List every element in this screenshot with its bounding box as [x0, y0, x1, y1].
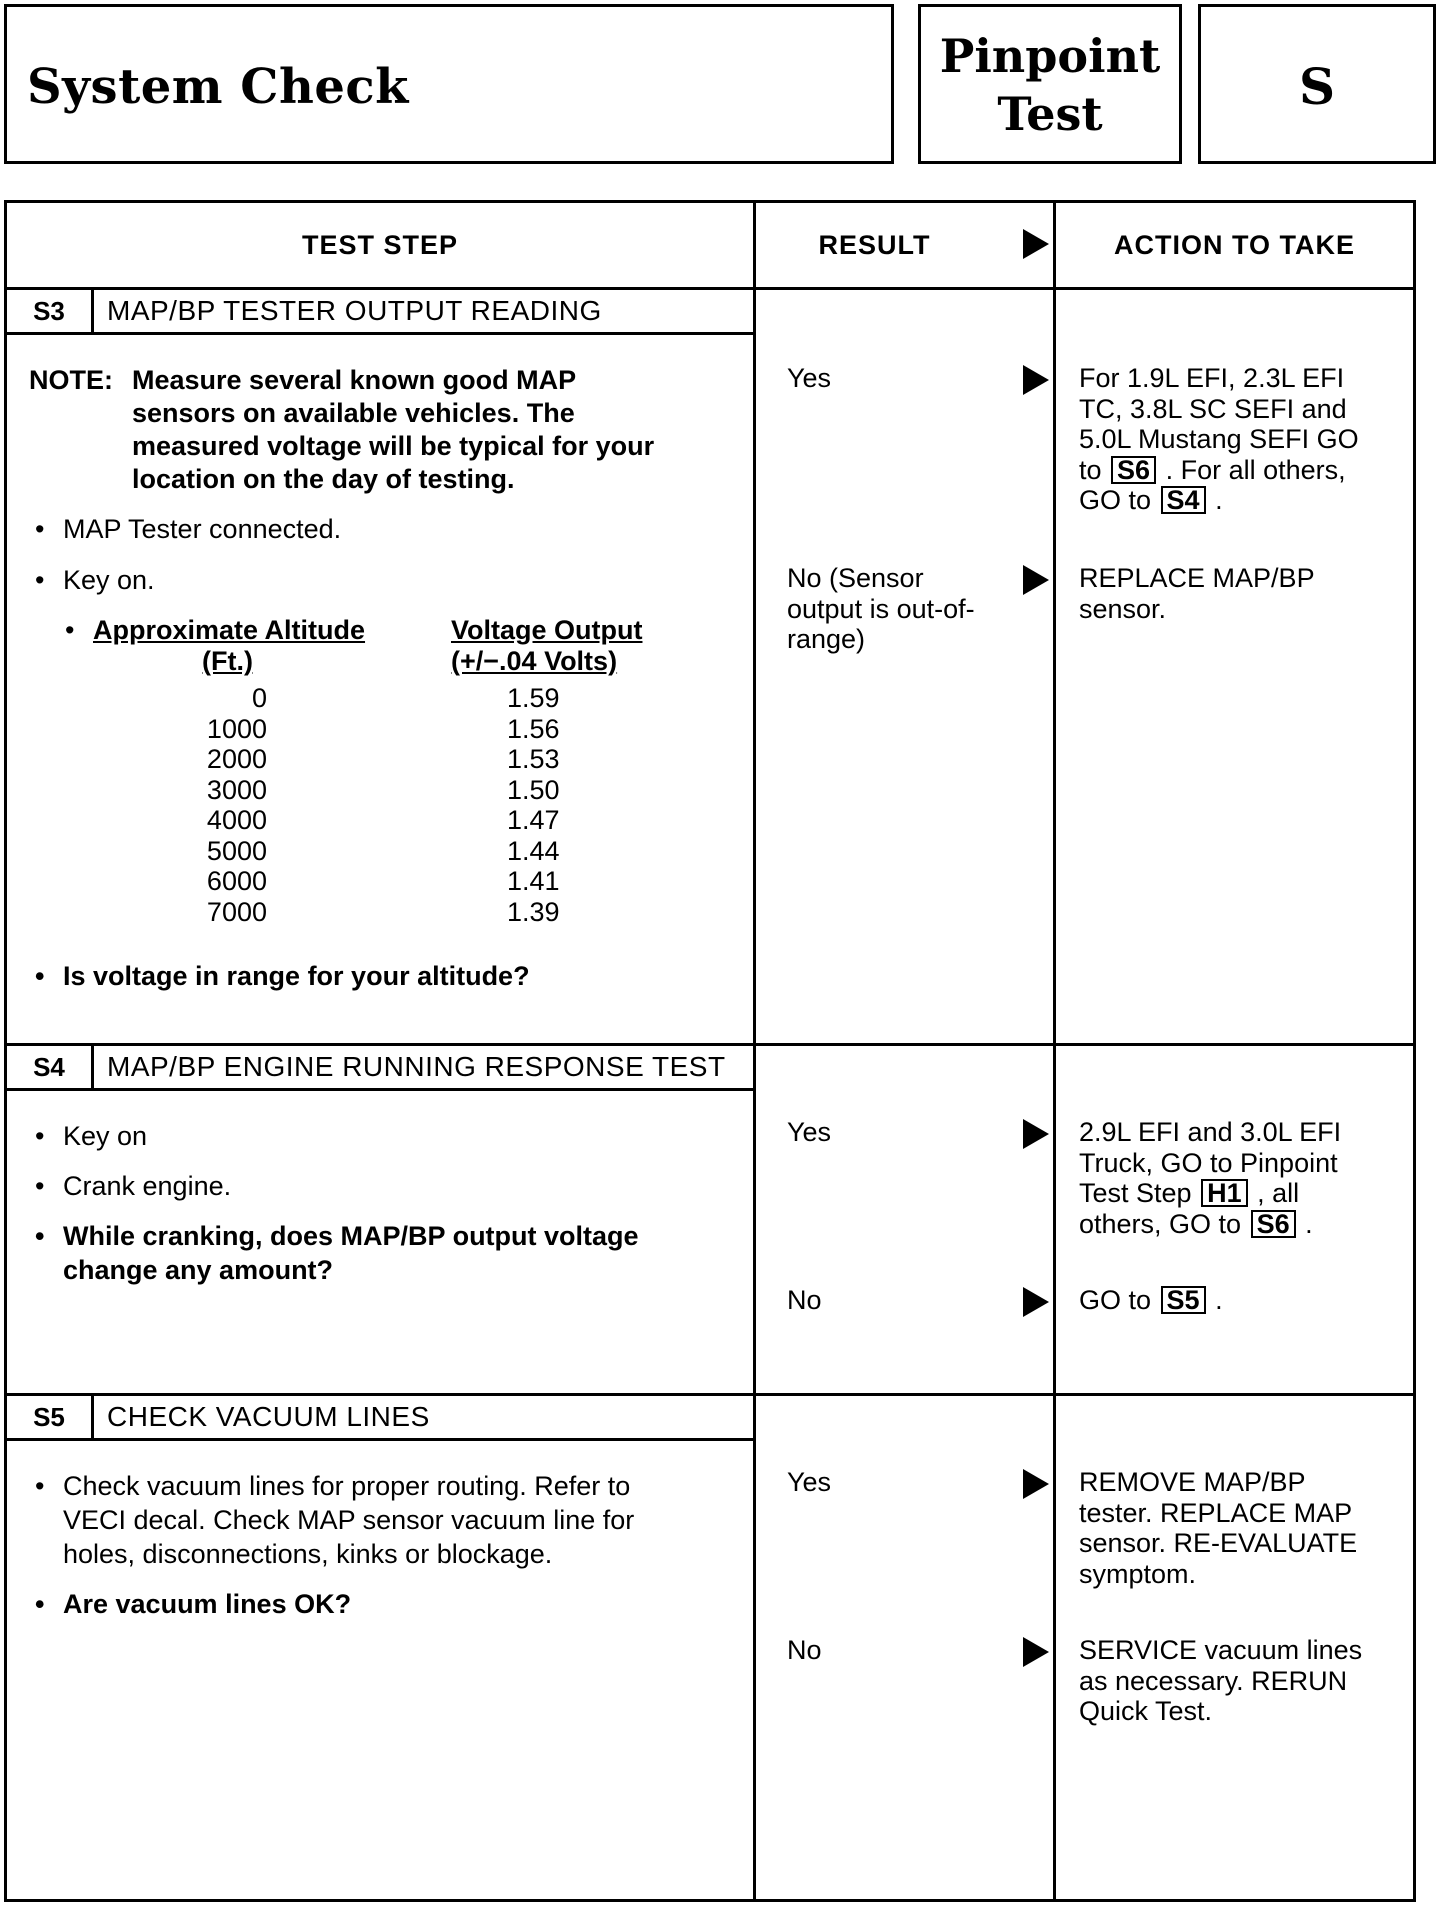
s3-note-line3: measured voltage will be typical for your	[132, 431, 655, 461]
s3-no-action	[1079, 563, 1315, 624]
step-s4-title: MAP/BP ENGINE RUNNING RESPONSE TEST	[107, 1051, 726, 1082]
column-divider-2	[1053, 203, 1056, 1899]
s3-note-line2: sensors on available vehicles. The	[132, 398, 575, 428]
s5-no-action-line: SERVICE vacuum lines	[1079, 1635, 1363, 1665]
s3-yes-action-line	[1079, 485, 1359, 516]
pinpoint-line1: Pinpoint	[939, 29, 1161, 83]
s3-yes-action-line: For 1.9L EFI, 2.3L EFI	[1079, 363, 1345, 393]
s5-bullet-cont2: holes, disconnections, kinks or blockage.	[63, 1539, 553, 1569]
s5-no-action	[1079, 1635, 1362, 1727]
s3-result-no-line: No (Sensor	[787, 563, 924, 593]
s3-result-no	[787, 563, 975, 655]
pinpoint-label	[921, 27, 1179, 143]
col-header-test-step: TEST STEP	[301, 229, 459, 260]
arrow-icon	[1023, 1637, 1049, 1667]
page-title: System Check	[27, 59, 409, 115]
pinpoint-table	[4, 200, 1416, 1902]
altitude-header-line2-wrap	[202, 646, 253, 677]
voltage-value: 1.56	[507, 713, 560, 744]
step-ref-s6[interactable]: S6	[1111, 456, 1156, 484]
pinpoint-line2: Test	[997, 87, 1103, 141]
s5-no-action-line: as necessary. RERUN	[1079, 1665, 1348, 1696]
s3-bullet-tester-connected: • MAP Tester connected.	[63, 514, 341, 545]
s5-question: • Are vacuum lines OK?	[63, 1589, 351, 1620]
voltage-header-line1: Voltage Output	[451, 615, 643, 645]
s3-altitude-table-header	[93, 615, 365, 646]
s5-yes-action-line: tester. REPLACE MAP	[1079, 1497, 1353, 1528]
s4-no-action	[1079, 1285, 1223, 1316]
s5-yes-action	[1079, 1467, 1357, 1589]
s4-yes-action-line	[1079, 1178, 1341, 1209]
s4-question: • While cranking, does MAP/BP output voltage	[63, 1221, 639, 1252]
s3-yes-action	[1079, 363, 1359, 516]
voltage-header-line2: (+/−.04 Volts)	[451, 646, 618, 676]
arrow-icon	[1023, 365, 1049, 395]
text: , all	[1257, 1178, 1300, 1208]
arrow-icon	[1023, 565, 1049, 595]
pinpoint-test-box	[918, 4, 1182, 164]
altitude-value: 2000	[206, 744, 267, 774]
step-ref-s4[interactable]: S4	[1161, 486, 1206, 514]
step-ref-s6[interactable]: S6	[1251, 1210, 1296, 1238]
altitude-header-line1: Approximate Altitude	[93, 615, 366, 645]
text: .	[1215, 1285, 1223, 1315]
col-header-action: ACTION TO TAKE	[1114, 229, 1355, 260]
voltage-value: 1.44	[507, 835, 560, 866]
arrow-icon	[1023, 1469, 1049, 1499]
s3-note-line1: Measure several known good MAP	[132, 365, 577, 395]
s5-bullet-cont1: VECI decal. Check MAP sensor vacuum line for	[63, 1505, 635, 1535]
step-ref-s5[interactable]: S5	[1161, 1286, 1206, 1314]
column-divider-1	[753, 203, 756, 1899]
altitude-values	[147, 683, 267, 927]
s4-question-cont: change any amount?	[63, 1255, 334, 1285]
s4-bullet-key-on: • Key on	[63, 1121, 147, 1152]
s3-yes-action-line	[1079, 455, 1359, 486]
voltage-value: 1.59	[507, 683, 560, 713]
step-s3-bar	[7, 290, 753, 335]
s5-yes-action-line: sensor. RE-EVALUATE	[1079, 1528, 1358, 1558]
text: . For all others,	[1165, 454, 1346, 485]
s5-result-yes: Yes	[787, 1467, 832, 1497]
step-s5-id: S5	[7, 1396, 94, 1438]
text: .	[1305, 1208, 1313, 1239]
altitude-value: 1000	[206, 713, 267, 744]
s4-yes-action-line	[1079, 1209, 1341, 1240]
test-letter-box	[1198, 4, 1436, 164]
step-ref-h1[interactable]: H1	[1201, 1179, 1248, 1207]
altitude-header-line2: (Ft.)	[202, 646, 253, 676]
arrow-icon	[1023, 229, 1049, 259]
s3-note-label: NOTE:	[29, 365, 113, 395]
s3-result-no-line: output is out-of-	[787, 593, 975, 624]
arrow-icon	[1023, 1119, 1049, 1149]
voltage-values	[507, 683, 587, 927]
s3-note-line4: location on the day of testing.	[132, 464, 515, 494]
s3-result-no-line: range)	[787, 624, 866, 654]
text: .	[1215, 485, 1223, 515]
voltage-header-line1-wrap	[451, 615, 642, 646]
step-s5-bar	[7, 1396, 753, 1441]
text: GO to	[1079, 1285, 1152, 1315]
step-s5-title: CHECK VACUUM LINES	[107, 1401, 430, 1432]
voltage-value: 1.47	[507, 805, 560, 835]
s3-result-yes: Yes	[787, 363, 832, 393]
text: Test Step	[1079, 1178, 1192, 1208]
s3-no-action-line: sensor.	[1079, 593, 1167, 624]
step-s4-bar	[7, 1046, 753, 1091]
test-letter: S	[1298, 57, 1336, 116]
page-title-box	[4, 4, 894, 164]
voltage-value: 1.53	[507, 744, 560, 774]
voltage-value: 1.50	[507, 774, 560, 805]
altitude-value: 7000	[206, 896, 267, 927]
altitude-value: 6000	[206, 866, 267, 896]
s5-result-no: No	[787, 1635, 822, 1665]
text: GO to	[1079, 485, 1152, 515]
voltage-value: 1.39	[507, 896, 560, 927]
s4-yes-action-line: Truck, GO to Pinpoint	[1079, 1147, 1338, 1178]
step-s4-id: S4	[7, 1046, 94, 1088]
step-s3-title: MAP/BP TESTER OUTPUT READING	[107, 295, 602, 326]
altitude-value: 4000	[206, 805, 267, 835]
col-header-result	[756, 203, 1053, 287]
step-s3-id: S3	[7, 290, 94, 332]
s4-yes-action-line: 2.9L EFI and 3.0L EFI	[1079, 1117, 1342, 1147]
altitude-value: 0	[251, 683, 267, 713]
s3-question: • Is voltage in range for your altitude?	[63, 961, 530, 992]
s3-bullet-key-on: • Key on.	[63, 565, 155, 596]
voltage-header-line2-wrap	[451, 646, 617, 677]
s5-no-action-line: Quick Test.	[1079, 1696, 1213, 1726]
s4-bullet-crank: • Crank engine.	[63, 1171, 231, 1202]
text: to	[1079, 454, 1102, 485]
s5-yes-action-line: symptom.	[1079, 1558, 1197, 1589]
arrow-icon	[1023, 1287, 1049, 1317]
s4-result-no: No	[787, 1285, 822, 1315]
altitude-value: 3000	[206, 774, 267, 805]
s5-yes-action-line: REMOVE MAP/BP	[1079, 1467, 1306, 1497]
s4-yes-action	[1079, 1117, 1341, 1239]
s3-yes-action-line: TC, 3.8L SC SEFI and	[1079, 393, 1347, 424]
col-header-result-label: RESULT	[818, 229, 931, 260]
s4-result-yes: Yes	[787, 1117, 832, 1147]
s3-no-action-line: REPLACE MAP/BP	[1079, 563, 1315, 593]
altitude-value: 5000	[206, 835, 267, 866]
voltage-value: 1.41	[507, 866, 560, 896]
s5-bullet-check-lines: • Check vacuum lines for proper routing. Refer to	[63, 1471, 630, 1502]
s3-yes-action-line: 5.0L Mustang SEFI GO	[1079, 424, 1359, 454]
text: others, GO to	[1079, 1208, 1242, 1239]
